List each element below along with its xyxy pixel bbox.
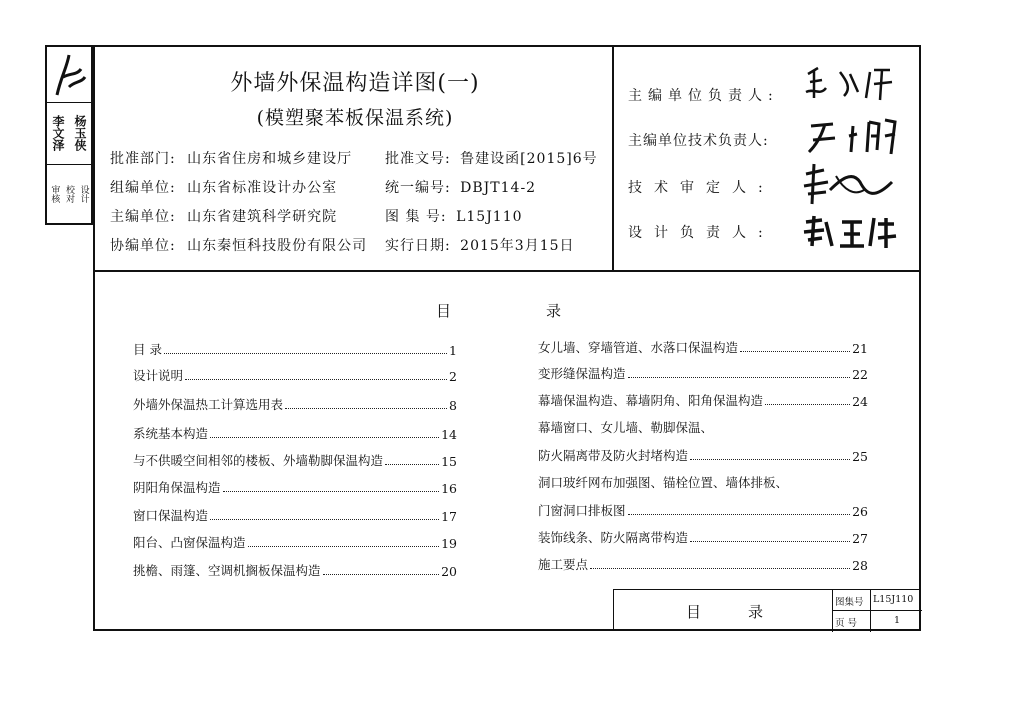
toc-item-page: 21 xyxy=(852,341,868,356)
binding-strip-label-1: 审核 xyxy=(49,184,60,203)
info-value: 山东秦恒科技股份有限公司 xyxy=(187,238,368,254)
toc-item-page: 8 xyxy=(449,398,457,413)
toc-right-item[interactable] xyxy=(538,364,868,382)
toc-right-item[interactable] xyxy=(538,446,868,464)
role-label: 设计负责人: xyxy=(628,225,775,241)
toc-item-page: 15 xyxy=(441,454,457,469)
info-label: 主编单位: xyxy=(110,209,176,225)
signature-3 xyxy=(800,160,900,210)
info-value: DBJT14-2 xyxy=(460,180,537,196)
toc-item-title: 与不供暖空间相邻的楼板、外墙勒脚保温构造 xyxy=(133,453,384,468)
toc-leader xyxy=(740,350,850,352)
info-left-2 xyxy=(110,206,337,226)
binding-strip-name-2: 杨玉侠 xyxy=(73,115,87,151)
binding-strip-label-3: 设计 xyxy=(78,184,89,203)
toc-right-item[interactable] xyxy=(538,501,868,519)
toc-leader xyxy=(285,407,447,409)
info-label: 批准部门: xyxy=(110,151,176,167)
toc-item-title: 门窗洞口排板图 xyxy=(538,503,626,518)
info-value: 山东省标准设计办公室 xyxy=(187,180,338,196)
toc-item-page: 2 xyxy=(449,369,457,384)
binding-strip-labels xyxy=(47,164,91,223)
toc-item-page: 22 xyxy=(852,367,868,382)
toc-item-title: 装饰线条、防火隔离带构造 xyxy=(538,530,689,545)
toc-item-title: 系统基本构造 xyxy=(133,426,209,441)
toc-leader xyxy=(690,540,850,542)
role-2 xyxy=(628,177,788,197)
toc-item-page: 28 xyxy=(852,558,868,573)
toc-leader xyxy=(223,490,440,492)
header-vertical-divider xyxy=(612,45,614,271)
toc-item-page: 19 xyxy=(441,536,457,551)
page-label: 页 号 xyxy=(835,618,858,629)
title-block-name-left: 目 xyxy=(686,603,706,621)
info-left-0 xyxy=(110,148,352,168)
toc-item-page: 16 xyxy=(441,481,457,496)
toc-right-item xyxy=(538,473,868,491)
toc-left-item[interactable] xyxy=(133,395,457,413)
atlas-value: L15J110 xyxy=(873,594,914,605)
title-block xyxy=(613,589,921,631)
toc-item-title: 洞口玻纤网布加强图、锚栓位置、墙体排板、 xyxy=(538,475,789,490)
toc-item-page: 24 xyxy=(852,394,868,409)
toc-leader xyxy=(590,567,850,569)
binding-strip xyxy=(45,45,93,225)
toc-item-page: 1 xyxy=(449,343,457,358)
info-value: 2015年3月15日 xyxy=(460,238,575,254)
toc-item-title: 外墙外保温热工计算选用表 xyxy=(133,397,284,412)
page-title: 外墙外保温构造详图(一) xyxy=(230,71,480,96)
toc-item-page: 27 xyxy=(852,531,868,546)
info-right-3 xyxy=(385,235,575,255)
role-label: 主编单位技术负责人: xyxy=(628,133,769,149)
toc-item-title: 挑檐、雨篷、空调机搁板保温构造 xyxy=(133,563,321,578)
toc-item-page: 14 xyxy=(441,427,457,442)
info-value: 鲁建设函[2015]6号 xyxy=(460,151,598,167)
info-right-2 xyxy=(385,206,523,226)
info-label: 批准文号: xyxy=(385,151,451,167)
toc-left-item[interactable] xyxy=(133,340,457,358)
toc-leader xyxy=(765,403,850,405)
title-block-name-right: 录 xyxy=(748,603,768,621)
toc-left-item[interactable] xyxy=(133,424,457,442)
toc-leader xyxy=(164,352,447,354)
toc-item-page: 26 xyxy=(852,504,868,519)
signature-mark xyxy=(47,47,91,102)
toc-leader xyxy=(210,518,439,520)
toc-item-title: 女儿墙、穿墙管道、水落口保温构造 xyxy=(538,340,739,355)
toc-left-item[interactable] xyxy=(133,366,457,384)
toc-item-title: 幕墙窗口、女儿墙、勒脚保温、 xyxy=(538,420,714,435)
info-right-1 xyxy=(385,177,536,197)
info-value: L15J110 xyxy=(456,209,523,225)
toc-item-title: 阳台、凸窗保温构造 xyxy=(133,535,246,550)
toc-item-page: 20 xyxy=(441,564,457,579)
title-block-row-divider xyxy=(832,610,922,611)
toc-left-item[interactable] xyxy=(133,478,457,496)
signature-1 xyxy=(800,62,900,107)
info-value: 山东省住房和城乡建设厅 xyxy=(187,151,353,167)
info-right-0 xyxy=(385,148,598,168)
info-label: 组编单位: xyxy=(110,180,176,196)
role-3 xyxy=(628,222,788,242)
binding-strip-label-2: 校对 xyxy=(63,184,74,203)
info-label: 统一编号: xyxy=(385,180,451,196)
toc-right-item[interactable] xyxy=(538,555,868,573)
role-1 xyxy=(628,130,788,150)
toc-item-title: 幕墙保温构造、幕墙阴角、阳角保温构造 xyxy=(538,393,764,408)
role-label: 主编单位负责人: xyxy=(628,88,779,104)
title-block-col-divider xyxy=(870,590,871,632)
info-label: 图 集 号: xyxy=(385,209,447,225)
toc-left-item[interactable] xyxy=(133,561,457,579)
header-divider xyxy=(93,270,921,272)
toc-left-item[interactable] xyxy=(133,451,457,469)
atlas-label: 图集号 xyxy=(835,597,864,608)
toc-leader xyxy=(323,573,440,575)
signature-2 xyxy=(805,112,900,160)
binding-strip-signature-row xyxy=(47,47,91,103)
toc-item-title: 阴阳角保温构造 xyxy=(133,480,221,495)
page-value: 1 xyxy=(894,615,901,626)
toc-item-title: 窗口保温构造 xyxy=(133,508,209,523)
toc-heading-right: 录 xyxy=(546,302,562,320)
toc-left-item[interactable] xyxy=(133,533,457,551)
toc-right-item[interactable] xyxy=(538,528,868,546)
toc-right-item[interactable] xyxy=(538,391,868,409)
toc-item-title: 防火隔离带及防火封堵构造 xyxy=(538,448,689,463)
role-label: 技术审定人: xyxy=(628,180,775,196)
info-value: 山东省建筑科学研究院 xyxy=(187,209,338,225)
toc-leader xyxy=(628,513,851,515)
toc-item-title: 设计说明 xyxy=(133,368,184,383)
toc-item-title: 目 录 xyxy=(133,342,162,357)
toc-right-item[interactable] xyxy=(538,338,868,356)
info-left-1 xyxy=(110,177,337,197)
toc-leader xyxy=(248,545,440,547)
info-label: 协编单位: xyxy=(110,238,176,254)
toc-item-page: 25 xyxy=(852,449,868,464)
role-0 xyxy=(628,85,788,105)
toc-item-title: 变形缝保温构造 xyxy=(538,366,626,381)
toc-leader xyxy=(210,436,439,438)
toc-leader xyxy=(628,376,851,378)
signature-4 xyxy=(800,212,900,252)
toc-item-page: 17 xyxy=(441,509,457,524)
toc-heading-left: 目 xyxy=(436,302,452,320)
toc-leader xyxy=(385,463,439,465)
toc-item-title: 施工要点 xyxy=(538,557,589,572)
toc-right-item xyxy=(538,418,868,436)
page-subtitle: (模塑聚苯板保温系统) xyxy=(256,107,454,129)
binding-strip-names xyxy=(47,102,91,165)
info-label: 实行日期: xyxy=(385,238,451,254)
toc-left-item[interactable] xyxy=(133,506,457,524)
binding-strip-name-1: 李文泽 xyxy=(51,115,65,151)
title-block-divider xyxy=(832,590,833,632)
toc-leader xyxy=(690,458,850,460)
toc-leader xyxy=(185,378,447,380)
info-left-3 xyxy=(110,235,367,255)
